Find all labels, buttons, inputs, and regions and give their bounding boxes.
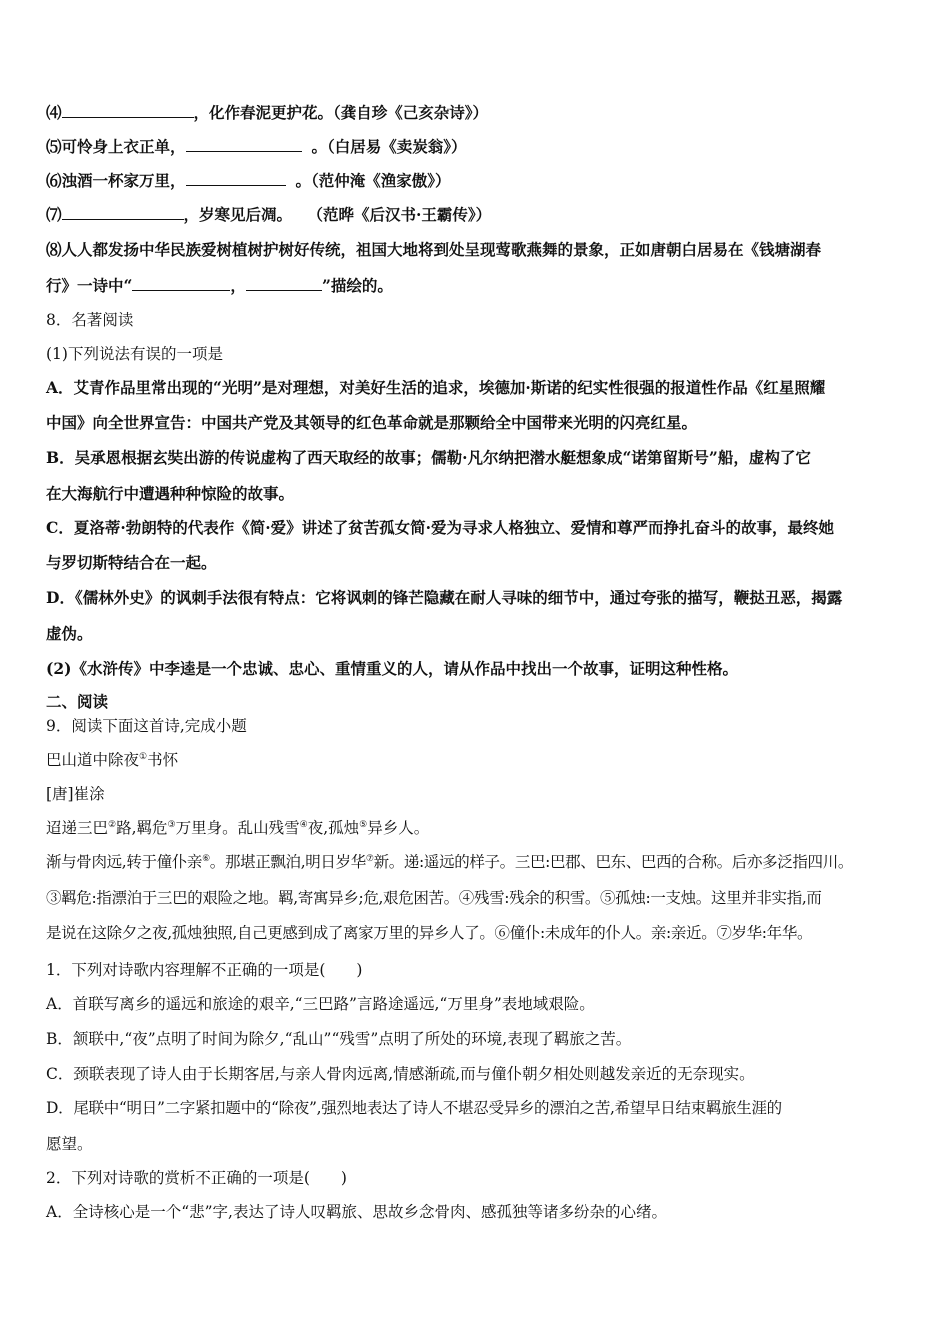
item-number: ⑻	[46, 240, 62, 259]
option-a-line1: A．艾青作品里常出现的“光明”是对理想，对美好生活的追求，埃德加·斯诺的纪实性很强的报道性作品《红星照耀	[46, 378, 826, 397]
footnote-mark: ①	[139, 752, 148, 762]
option-d-line2: 虚伪。	[46, 624, 93, 643]
answer-blank[interactable]	[186, 137, 302, 152]
option-b-line1: B．吴承恩根据玄奘出游的传说虚构了西天取经的故事；儒勒·凡尔纳把潜水艇想象成“诺第留斯号”船，虚构了它	[46, 448, 811, 467]
sq1-option-d-line1: D．尾联中“明日”二字紧扣题中的“除夜”,强烈地表达了诗人不堪忍受异乡的漂泊之苦,希望早日结束羁旅生涯的	[46, 1099, 782, 1117]
poem-title	[46, 750, 178, 770]
item-text: ”描绘的。	[321, 276, 393, 295]
sub-question-1: 1．下列对诗歌内容理解不正确的一项是( )	[46, 961, 363, 979]
poem-notes-line1: ③羁危:指漂泊于三巴的艰险之地。羁,寄寓异乡;危,艰危困苦。④残雪:残余的积雪。⑤孤烛:一支烛。这里并非实指,而	[46, 889, 822, 907]
verse-text: 渐与骨肉远,转于僮仆亲	[46, 853, 203, 871]
item-text: ，化作春泥更护花。（龚自珍《己亥杂诗》）	[193, 103, 489, 122]
option-b-line2: 在大海航行中遭遇种种惊险的故事。	[46, 484, 295, 503]
question-8-2: (2)《水浒传》中李逵是一个忠诚、忠心、重情重义的人，请从作品中找出一个故事，证明这种性格。	[46, 659, 738, 678]
fill-item-6	[46, 171, 451, 191]
fill-item-7	[46, 205, 491, 225]
item-text: ，岁寒见后凋。 （范晔《后汉书·王霸传》）	[183, 205, 492, 224]
footnote-mark: ④	[299, 820, 308, 830]
poem-notes-line2: 是说在这除夕之夜,孤烛独照,自己更感到成了离家万里的异乡人了。⑥僮仆:未成年的仆人。亲:亲近。⑦岁华:年华。	[46, 924, 813, 942]
answer-blank[interactable]	[186, 171, 286, 186]
poem-author: [唐]崔涂	[46, 785, 105, 803]
footnote-mark: ②	[108, 820, 117, 830]
verse-text: 迢递三巴	[46, 819, 109, 837]
footnote-mark: ⑤	[359, 820, 368, 830]
poem-title-text: 书怀	[147, 751, 179, 769]
item-text: 。（白居易《卖炭翁》）	[311, 137, 467, 156]
verse-text: 新。递:遥远的样子。三巴:巴郡、巴东、巴西的合称。后亦多泛指四川。	[373, 853, 853, 871]
poem-verse-1	[46, 818, 429, 838]
sq1-option-c: C．颈联表现了诗人由于长期客居,与亲人骨肉远离,情感渐疏,而与僮仆朝夕相处则越发亲近的无奈现实。	[46, 1065, 755, 1083]
question-8-1: (1)下列说法有误的一项是	[46, 345, 223, 363]
item-number: ⑺	[46, 205, 62, 224]
sub-question-2: 2．下列对诗歌的赏析不正确的一项是( )	[46, 1169, 347, 1187]
poem-title-text: 巴山道中除夜	[46, 751, 140, 769]
option-c-line1: C．夏洛蒂·勃朗特的代表作《简·爱》讲述了贫苦孤女简·爱为寻求人格独立、爱情和尊严而挣扎奋斗的故事，最终她	[46, 518, 835, 537]
verse-text: 异乡人。	[367, 819, 430, 837]
item-number: ⑹	[46, 171, 62, 190]
item-text: 可怜身上衣正单，	[61, 137, 186, 156]
answer-blank[interactable]	[62, 205, 184, 220]
footnote-mark: ⑥	[202, 854, 210, 864]
fill-item-4	[46, 103, 488, 123]
answer-blank[interactable]	[62, 103, 194, 118]
poem-verse-2	[46, 852, 853, 872]
answer-blank[interactable]	[246, 276, 322, 291]
part-2-title: 二、阅读	[46, 692, 109, 711]
fill-item-5	[46, 137, 467, 157]
option-a-line2: 中国》向全世界宣告：中国共产党及其领导的红色革命就是那颗给全中国带来光明的闪亮红星。	[46, 413, 698, 432]
sq2-option-a: A．全诗核心是一个“悲”字,表达了诗人叹羁旅、思故乡念骨肉、感孤独等诸多纷杂的心绪。	[46, 1203, 667, 1221]
answer-blank[interactable]	[132, 276, 230, 291]
fill-item-8-line1	[46, 240, 821, 260]
item-text: ，	[230, 276, 246, 295]
section-8-title: 8．名著阅读	[46, 311, 134, 329]
item-number: ⑸	[46, 137, 62, 156]
item-text: 人人都发扬中华民族爱树植树护树好传统，祖国大地将到处呈现莺歌燕舞的景象，正如唐朝白居易在《钱塘湖春	[61, 240, 822, 259]
sq1-option-b: B．颔联中,“夜”点明了时间为除夕,“乱山”“残雪”点明了所处的环境,表现了羁旅之苦。	[46, 1030, 632, 1048]
verse-text: 万里身。乱山残雪	[175, 819, 300, 837]
option-c-line2: 与罗切斯特结合在一起。	[46, 553, 217, 572]
verse-text: 路,羁危	[116, 819, 168, 837]
question-9: 9．阅读下面这首诗,完成小题	[46, 717, 247, 735]
footnote-mark: ⑦	[365, 854, 374, 864]
footnote-mark: ③	[167, 820, 176, 830]
verse-text: 。那堪正飘泊,明日岁华	[209, 853, 366, 871]
sq1-option-d-line2: 愿望。	[46, 1135, 93, 1153]
item-text: 浊酒一杯家万里，	[61, 171, 186, 190]
verse-text: 夜,孤烛	[307, 819, 360, 837]
fill-item-8-line2	[46, 276, 393, 296]
item-number: ⑷	[46, 103, 62, 122]
item-text: 行》一诗中“	[46, 276, 133, 295]
option-d-line1: D．《儒林外史》的讽刺手法很有特点：它将讽刺的锋芒隐藏在耐人寻味的细节中，通过夸张的描写，鞭挞丑恶，揭露	[46, 588, 843, 607]
item-text: 。（范仲淹《渔家傲》）	[295, 171, 451, 190]
sq1-option-a: A．首联写离乡的遥远和旅途的艰辛,“三巴路”言路途遥远,“万里身”表地域艰险。	[46, 995, 595, 1013]
